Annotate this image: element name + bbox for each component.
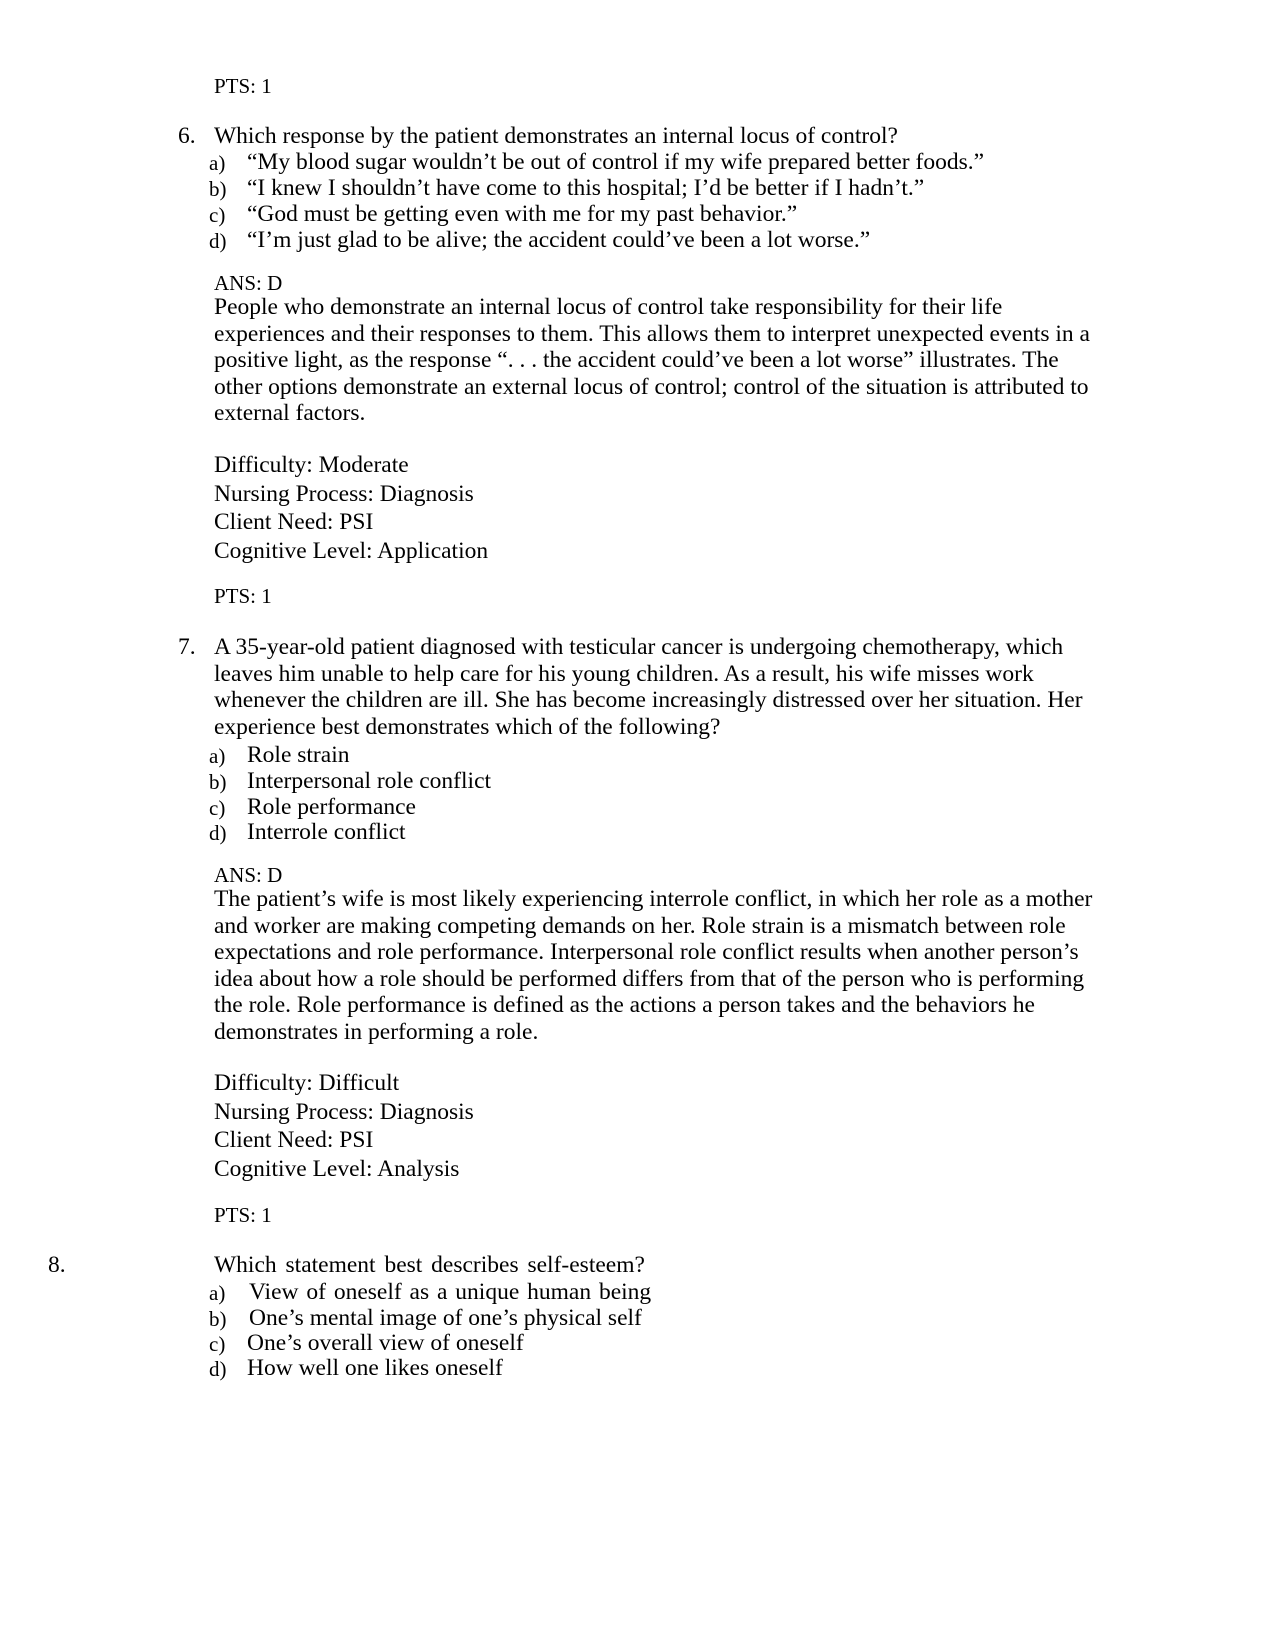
rationale-line: experiences and their responses to them. This allows them to interpret unexpected events in a (214, 320, 1090, 347)
option-text: “I knew I shouldn’t have come to this hospital; I’d be better if I hadn’t.” (247, 175, 925, 201)
rationale (214, 886, 1139, 1045)
cognitive-level: Cognitive Level: Application (214, 537, 489, 564)
option-letter: b) (209, 177, 227, 201)
option-text: How well one likes oneself (247, 1355, 503, 1381)
pts-label: PTS: 1 (214, 1203, 272, 1227)
question-metadata (214, 451, 488, 565)
rationale-line: external factors. (214, 400, 366, 426)
option-text: Role performance (247, 794, 416, 820)
option-letter: b) (209, 1307, 227, 1331)
answer-label: ANS: D (214, 271, 283, 295)
option-text: One’s mental image of one’s physical self (249, 1305, 642, 1331)
option-text: Role strain (247, 742, 350, 768)
option-letter: c) (209, 203, 226, 227)
option-text: View of oneself as a unique human being (249, 1279, 652, 1305)
option-text: “My blood sugar wouldn’t be out of control if my wife prepared better foods.” (247, 149, 985, 175)
answer-label: ANS: D (214, 863, 283, 887)
rationale-line: People who demonstrate an internal locus of control take responsibility for their life (214, 294, 1003, 320)
question-text: Which response by the patient demonstrates an internal locus of control? (214, 123, 898, 149)
rationale-line: and worker are making competing demands on her. Role strain is a mismatch between role (214, 912, 1066, 939)
option-text: “God must be getting even with me for my past behavior.” (247, 201, 798, 227)
option-letter: a) (209, 744, 226, 768)
question-number: 8. (48, 1252, 66, 1278)
option-letter: d) (209, 821, 227, 845)
question-text: Which statement best describes self-esteem? (214, 1252, 645, 1278)
option-letter: d) (209, 229, 227, 253)
rationale-line: other options demonstrate an external locus of control; control of the situation is attributed to (214, 373, 1089, 400)
pts-label: PTS: 1 (214, 74, 272, 98)
option-letter: d) (209, 1357, 227, 1381)
rationale-line: expectations and role performance. Interpersonal role conflict results when another person’s (214, 939, 1079, 965)
client-need: Client Need: PSI (214, 1127, 374, 1153)
question-line: leaves him unable to help care for his young children. As a result, his wife misses work (214, 660, 1034, 687)
option-text: Interpersonal role conflict (247, 768, 492, 794)
difficulty: Difficulty: Moderate (214, 452, 409, 478)
option-text: Interrole conflict (247, 819, 406, 845)
rationale-line: positive light, as the response “. . . the accident could’ve been a lot worse” illustrates. The (214, 347, 1059, 373)
option-text: “I’m just glad to be alive; the accident could’ve been a lot worse.” (247, 227, 871, 253)
option-letter: a) (209, 1281, 226, 1305)
option-letter: c) (209, 796, 226, 820)
question-line: A 35-year-old patient diagnosed with testicular cancer is undergoing chemotherapy, which (214, 634, 1064, 660)
question-metadata (214, 1069, 474, 1183)
option-letter: b) (209, 770, 227, 794)
difficulty: Difficulty: Difficult (214, 1070, 400, 1096)
question-text (214, 634, 1139, 740)
question-number: 6. (178, 123, 196, 149)
nursing-process: Nursing Process: Diagnosis (214, 480, 474, 507)
nursing-process: Nursing Process: Diagnosis (214, 1098, 474, 1125)
rationale-line: the role. Role performance is defined as the actions a person takes and the behaviors he (214, 992, 1035, 1018)
rationale-line: demonstrates in performing a role. (214, 1018, 539, 1045)
rationale (214, 294, 1139, 427)
option-letter: a) (209, 151, 226, 175)
pts-label: PTS: 1 (214, 584, 272, 608)
question-line: experience best demonstrates which of the following? (214, 713, 721, 740)
cognitive-level: Cognitive Level: Analysis (214, 1155, 460, 1182)
client-need: Client Need: PSI (214, 509, 374, 535)
question-line: whenever the children are ill. She has become increasingly distressed over her situation. Her (214, 687, 1083, 713)
rationale-line: The patient’s wife is most likely experiencing interrole conflict, in which her role as a mother (214, 886, 1093, 912)
rationale-line: idea about how a role should be performed differs from that of the person who is performing (214, 965, 1085, 992)
option-text: One’s overall view of oneself (247, 1330, 524, 1356)
question-number: 7. (178, 634, 196, 660)
option-letter: c) (209, 1332, 226, 1356)
